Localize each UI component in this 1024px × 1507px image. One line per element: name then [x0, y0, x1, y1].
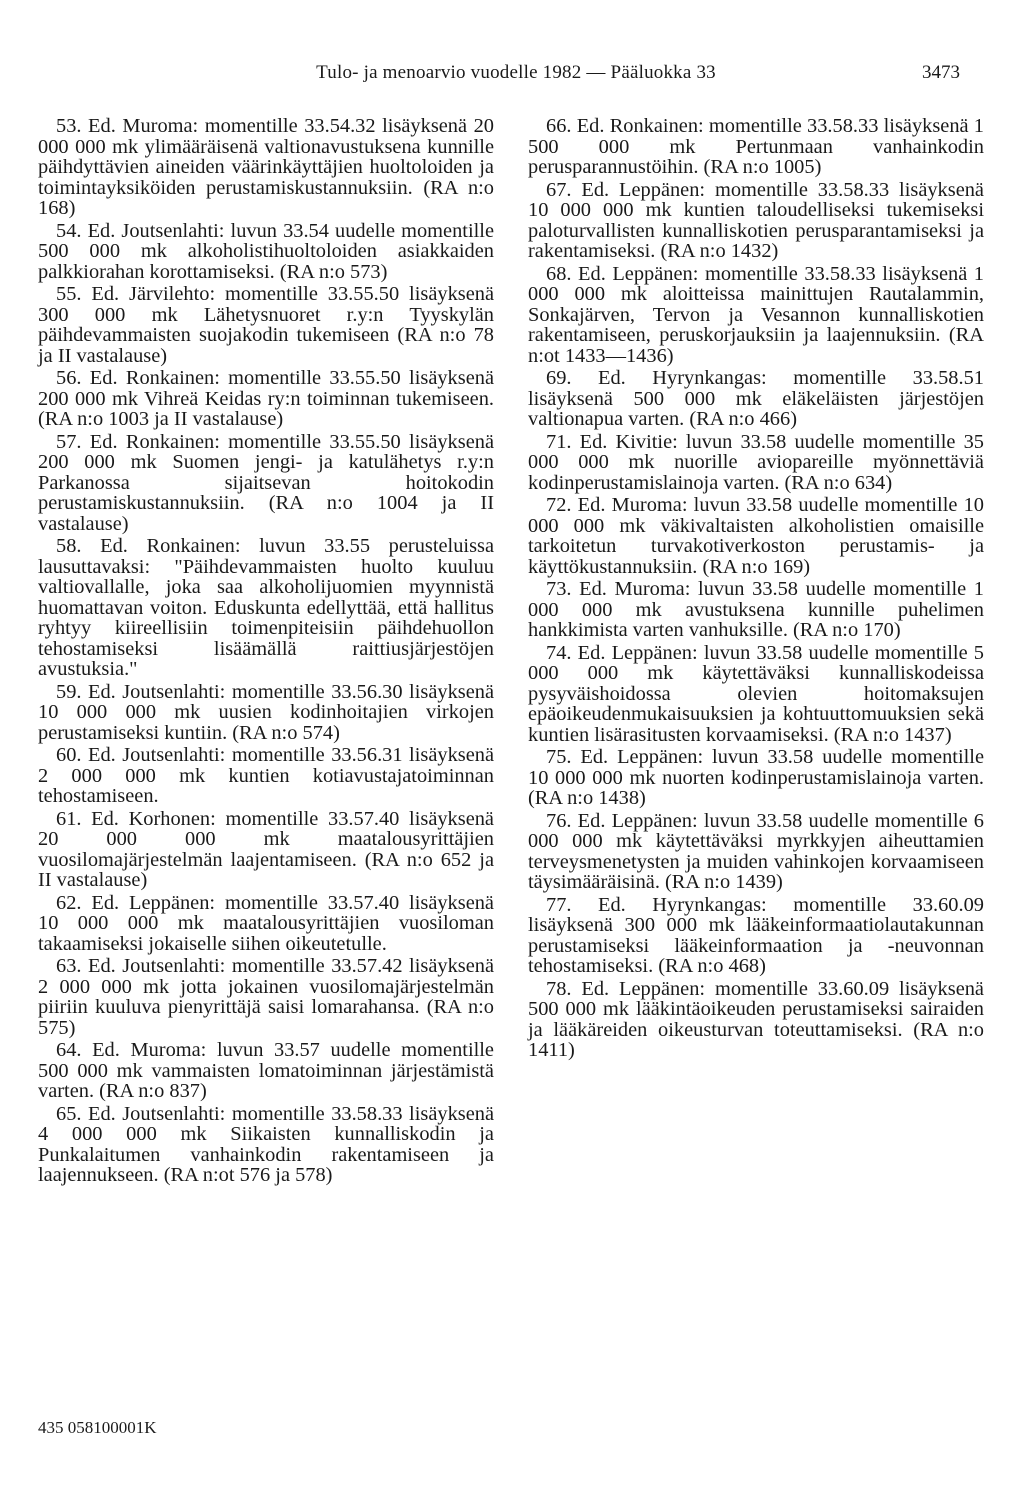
motion-67: 67. Ed. Leppänen: momentille 33.58.33 lisäyksenä 10 000 000 mk kuntien taloudelliseksi tukemiseksi paloturvallisten kunnalliskotien perusparantamiseksi ja rakentamiseksi. (RA n:o 1432) [528, 178, 984, 262]
print-code: 435 058100001K [38, 1418, 157, 1437]
motion-54: 54. Ed. Joutsenlahti: luvun 33.54 uudelle momentille 500 000 mk alkoholistihuoltoloiden asiakkaiden palkkiorahan korottamiseksi. (RA n:o 573) [38, 219, 494, 283]
motion-74: 74. Ed. Leppänen: luvun 33.58 uudelle momentille 5 000 000 mk käytettäväksi kunnalliskodeissa pysyväishoidossa olevien hoitomaksujen epäoikeudenmukaisuuksien ja kohtuuttomuuksien sekä kuntien lisärasitusten korvaamiseksi. (RA n:o 1437) [528, 641, 984, 746]
motion-71: 71. Ed. Kivitie: luvun 33.58 uudelle momentille 35 000 000 mk nuorille aviopareille myönnettäviä kodinperustamislainoja varten. (RA n:o 634) [528, 430, 984, 494]
motion-69: 69. Ed. Hyrynkangas: momentille 33.58.51 lisäyksenä 500 000 mk eläkeläisten järjestöjen valtionapua varten. (RA n:o 466) [528, 367, 984, 430]
page-header [0, 62, 1024, 86]
motion-75: 75. Ed. Leppänen: luvun 33.58 uudelle momentille 10 000 000 mk nuorten kodinperustamislainoja varten. (RA n:o 1438) [528, 746, 984, 809]
motion-64: 64. Ed. Muroma: luvun 33.57 uudelle momentille 500 000 mk vammaisten lomatoiminnan järjestämistä varten. (RA n:o 837) [38, 1039, 494, 1102]
motion-56: 56. Ed. Ronkainen: momentille 33.55.50 lisäyksenä 200 000 mk Vihreä Keidas ry:n toiminnan tukemiseen. (RA n:o 1003 ja II vastalause) [38, 367, 494, 430]
motion-55: 55. Ed. Järvilehto: momentille 33.55.50 lisäyksenä 300 000 mk Lähetysnuoret r.y:n Tyyskylän päihdevammaisten suojakodin tukemiseen (RA n:o 78 ja II vastalause) [38, 283, 494, 367]
motion-76: 76. Ed. Leppänen: luvun 33.58 uudelle momentille 6 000 000 mk käytettäväksi myrkkyjen aiheuttamien terveysmenetysten ja muiden vahinkojen korvaamiseen täysimääräisinä. (RA n:o 1439) [528, 809, 984, 893]
motion-65: 65. Ed. Joutsenlahti: momentille 33.58.33 lisäyksenä 4 000 000 mk Siikaisten kunnalliskodin ja Punkalaitumen vanhainkodin rakentamiseen ja laajennukseen. (RA n:ot 576 ja 578) [38, 1102, 494, 1186]
motion-63: 63. Ed. Joutsenlahti: momentille 33.57.42 lisäyksenä 2 000 000 mk jotta jokainen vuosilomajärjestelmän piiriin kuuluva pienyrittäjä saisi lomarahansa. (RA n:o 575) [38, 955, 494, 1039]
motion-66: 66. Ed. Ronkainen: momentille 33.58.33 lisäyksenä 1 500 000 mk Pertunmaan vanhainkodin perusparannustöihin. (RA n:o 1005) [528, 115, 984, 178]
motion-72: 72. Ed. Muroma: luvun 33.58 uudelle momentille 10 000 000 mk väkivaltaisten alkoholistien omaisille tarkoitetun turvakotiverkoston perustamis- ja käyttökustannuksiin. (RA n:o 169) [528, 494, 984, 578]
motion-68: 68. Ed. Leppänen: momentille 33.58.33 lisäyksenä 1 000 000 mk aloitteissa mainittujen Rautalammin, Sonkajärven, Tervon ja Vesannon kunnalliskotien rakentamiseen, peruskorjauksiin ja laajennuksiin. (RA n:ot 1433—1436) [528, 262, 984, 367]
motion-77: 77. Ed. Hyrynkangas: momentille 33.60.09 lisäyksenä 300 000 mk lääkeinformaatiolautakunnan perustamiseksi lääkeinformaation ja -neuvonnan tehostamiseksi. (RA n:o 468) [528, 893, 984, 977]
motion-53: 53. Ed. Muroma: momentille 33.54.32 lisäyksenä 20 000 000 mk ylimääräisenä valtionavustuksena kunnille päihdyttävien aineiden väärinkäyttäjien huoltoloiden ja toimintayksiköiden perustamiskustannuksiin. (RA n:o 168) [38, 115, 494, 219]
running-title: Tulo- ja menoarvio vuodelle 1982 — Pääluokka 33 [316, 62, 716, 83]
page-number: 3473 [922, 62, 960, 83]
motion-57: 57. Ed. Ronkainen: momentille 33.55.50 lisäyksenä 200 000 mk Suomen jengi- ja katulähetys r.y:n Parkanossa sijaitsevan hoitokodin perustamiskustannuksiin. (RA n:o 1004 ja II vastalause) [38, 430, 494, 535]
motion-62: 62. Ed. Leppänen: momentille 33.57.40 lisäyksenä 10 000 000 mk maatalousyrittäjien vuosiloman takaamiseksi jokaiselle siihen oikeutetulle. [38, 891, 494, 955]
motion-61: 61. Ed. Korhonen: momentille 33.57.40 lisäyksenä 20 000 000 mk maatalousyrittäjien vuosilomajärjestelmän laajentamiseen. (RA n:o 652 ja II vastalause) [38, 807, 494, 891]
motion-58: 58. Ed. Ronkainen: luvun 33.55 perusteluissa lausuttavaksi: "Päihdevammaisten huolto kuuluu valtiovallalle, joka saa alkoholijuomien myynnistä huomattavan voiton. Eduskunta edellyttää, että hallitus ryhtyy kiireellisiin toimenpiteisiin päihdehuollon tehostamiseksi lisäämällä raittiusjärjestöjen avustuksia." [38, 535, 494, 680]
right-column [528, 116, 984, 1063]
motion-73: 73. Ed. Muroma: luvun 33.58 uudelle momentille 1 000 000 mk avustuksena kunnille puhelimen hankkimista varten vanhuksille. (RA n:o 170) [528, 578, 984, 641]
left-column [38, 116, 494, 1188]
motion-78: 78. Ed. Leppänen: momentille 33.60.09 lisäyksenä 500 000 mk lääkintäoikeuden perustamiseksi sairaiden ja lääkäreiden oikeusturvan toteuttamiseksi. (RA n:o 1411) [528, 977, 984, 1061]
motion-60: 60. Ed. Joutsenlahti: momentille 33.56.31 lisäyksenä 2 000 000 mk kuntien kotiavustajatoiminnan tehostamiseen. [38, 744, 494, 807]
motion-59: 59. Ed. Joutsenlahti: momentille 33.56.30 lisäyksenä 10 000 000 mk uusien kodinhoitajien virkojen perustamiseksi kuntiin. (RA n:o 574) [38, 680, 494, 744]
